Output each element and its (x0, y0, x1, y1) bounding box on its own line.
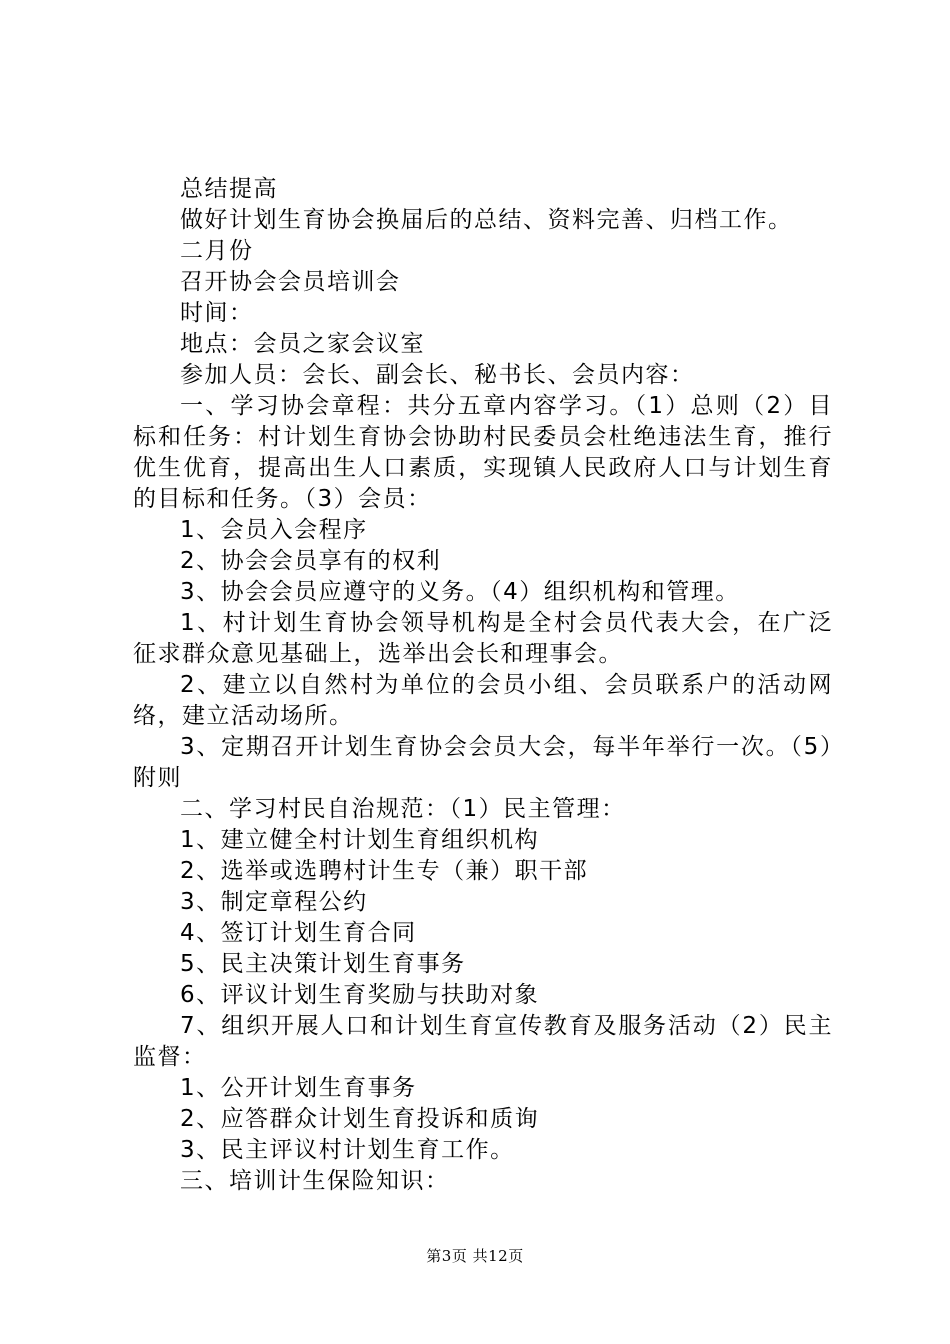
paragraph-list-item: 3、定期召开计划生育协会会员大会，每半年举行一次。（5）附则 (133, 734, 833, 791)
paragraph-list-item: 1、会员入会程序 (180, 517, 368, 543)
paragraph-list-item: 2、选举或选聘村计生专（兼）职干部 (180, 858, 589, 884)
paragraph-list-item: 3、民主评议村计划生育工作。 (180, 1137, 515, 1163)
paragraph-list-item: 1、公开计划生育事务 (180, 1075, 417, 1101)
paragraph-list-item: 2、应答群众计划生育投诉和质询 (180, 1106, 540, 1132)
paragraph-section-two: 二、学习村民自治规范：（1）民主管理： (180, 796, 626, 822)
paragraph-section-three: 三、培训计生保险知识： (180, 1168, 450, 1194)
document-body (133, 174, 833, 1197)
paragraph-list-item: 3、制定章程公约 (180, 889, 368, 915)
paragraph-meeting-title: 召开协会会员培训会 (180, 269, 401, 295)
paragraph-month-heading: 二月份 (180, 238, 254, 264)
paragraph-list-item: 6、评议计划生育奖励与扶助对象 (180, 982, 540, 1008)
paragraph-list-item: 5、民主决策计划生育事务 (180, 951, 466, 977)
paragraph-list-item: 1、村计划生育协会领导机构是全村会员代表大会，在广泛征求群众意见基础上，选举出会长和理事会。 (133, 610, 833, 667)
paragraph-summary-heading: 总结提高 (180, 176, 278, 202)
paragraph-summary-text: 做好计划生育协会换届后的总结、资料完善、归档工作。 (180, 207, 793, 233)
paragraph-list-item: 3、协会会员应遵守的义务。（4）组织机构和管理。 (180, 579, 740, 605)
page-footer: 第3页 共12页 (426, 1247, 524, 1265)
paragraph-list-item: 7、组织开展人口和计划生育宣传教育及服务活动（2）民主监督： (133, 1013, 833, 1070)
paragraph-time: 时间： (180, 300, 254, 326)
paragraph-participants: 参加人员：会长、副会长、秘书长、会员内容： (180, 362, 695, 388)
paragraph-list-item: 2、建立以自然村为单位的会员小组、会员联系户的活动网络，建立活动场所。 (133, 672, 833, 729)
paragraph-location: 地点：会员之家会议室 (180, 331, 425, 357)
paragraph-list-item: 1、建立健全村计划生育组织机构 (180, 827, 540, 853)
paragraph-section-one: 一、学习协会章程：共分五章内容学习。（1）总则（2）目标和任务：村计划生育协会协助村民委员会杜绝违法生育，推行优生优育，提高出生人口素质，实现镇人民政府人口与计划生育的目标和任务。（3）会员： (133, 393, 833, 512)
paragraph-list-item: 2、协会会员享有的权利 (180, 548, 442, 574)
paragraph-list-item: 4、签订计划生育合同 (180, 920, 417, 946)
